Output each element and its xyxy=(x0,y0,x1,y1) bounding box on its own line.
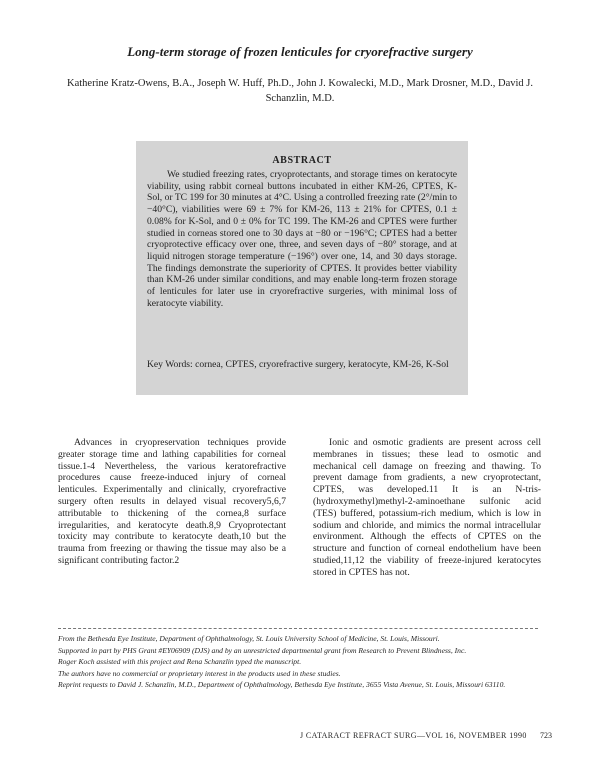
body-column-right xyxy=(313,437,541,579)
intro-paragraph-2: Ionic and osmotic gradients are present across cell membranes in tissues; these lead to osmotic and mechanical cell damage on freezing and thawing. To prevent damage from gradients, a new cryoprotectant, CPTES, was developed.11 It is an N-tris-(hydroxymethyl)methyl-2-aminoethane sulfonic acid (TES) buffered, potassium-rich medium, which is low in sodium and chloride, and mimics the normal intracellular environment. Although the effects of CPTES on the structure and function of corneal endothelium have been studied,11,12 the viability of freeze-injured keratocytes stored in CPTES has not. xyxy=(313,437,541,578)
page-number: 723 xyxy=(540,731,552,740)
key-words: Key Words: cornea, CPTES, cryorefractive surgery, keratocyte, KM-26, K-Sol xyxy=(147,359,449,370)
author-list: Katherine Kratz-Owens, B.A., Joseph W. Huff, Ph.D., John J. Kowalecki, M.D., Mark Drosner, M.D., David J. Schanzlin, M.D. xyxy=(67,78,533,104)
footnote-support: Supported in part by PHS Grant #EY06909 (DJS) and by an unrestricted departmental grant from Research to Prevent Blindness, Inc. xyxy=(58,645,467,655)
footnote-disclosure: The authors have no commercial or proprietary interest in the products used in these studies. xyxy=(58,668,341,678)
footnote-thanks: Roger Koch assisted with this project and Rena Schanzlin typed the manuscript. xyxy=(58,657,302,667)
article-title: Long-term storage of frozen lenticules for cryorefractive surgery xyxy=(127,44,473,59)
abstract-box xyxy=(136,141,468,395)
footnote-affiliation: From the Bethesda Eye Institute, Department of Ophthalmology, St. Louis University School of Medicine, St. Louis, Missouri. xyxy=(58,634,440,643)
abstract-text: We studied freezing rates, cryoprotectants, and storage times on keratocyte viability, using rabbit corneal buttons incubated in either KM-26, CPTES, K-Sol, or TC 199 for 30 minutes at 4°C. Using a controlled freezing rate (2°/min to −40°C), viabilities were 69 ± 7% for KM-26, 113 ± 21% for CPTES, 0.1 ± 0.08% for K-Sol, and 0 ± 0% for TC 199. The KM-26 and CPTES were further studied in corneas stored one to 30 days at −80 or −196°C; CPTES had a better cryoprotective efficacy over one, three, and seven days of −80° storage, and at liquid nitrogen storage temperature (−196°) over one, 14, and 30 days storage. The findings demonstrate the superiority of CPTES. It provides better viability than KM-26 under similar conditions, and may enable long-term frozen storage of lenticules for later use in cryorefractive surgeries, with minimal loss of keratocyte viability. xyxy=(147,169,457,309)
abstract-heading: ABSTRACT xyxy=(272,155,332,166)
footnote-divider xyxy=(58,628,538,629)
journal-citation: J CATARACT REFRACT SURG—VOL 16, NOVEMBER 1990 xyxy=(300,731,527,740)
footnotes xyxy=(58,634,546,692)
body-column-left xyxy=(58,437,286,567)
intro-paragraph-1: Advances in cryopreservation techniques provide greater storage time and lathing capabilities for corneal tissue.1-4 Nevertheless, the various keratorefractive procedures cause freeze-induced injury of corneal lenticules. Experimentally and clinically, cryorefractive surgery often results in delayed visual recovery5,6,7 attributable to thickening of the cornea,8 surface irregularities, and keratocyte death.8,9 Cryoprotectant toxicity may contribute to keratocyte death,10 but the trauma from freezing or thawing the tissue may also be a significant contributing factor.2 xyxy=(58,437,286,566)
footnote-reprints: Reprint requests to David J. Schanzlin, M.D., Department of Ophthalmology, Bethesda Eye Institute, 3655 Vista Avenue, St. Louis, Missouri 63110. xyxy=(58,680,506,690)
